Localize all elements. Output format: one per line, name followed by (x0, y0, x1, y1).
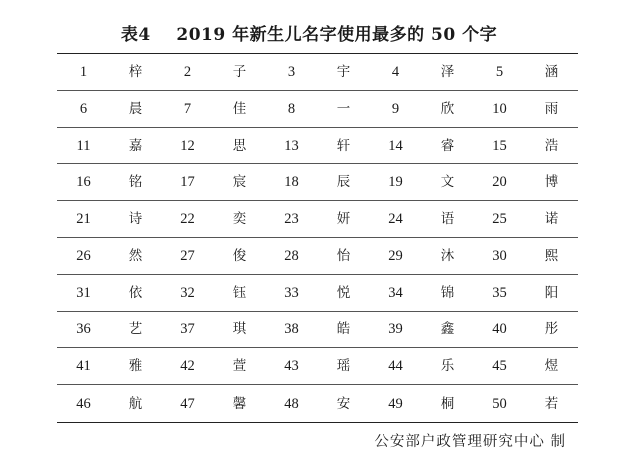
rank-cell: 26 (76, 247, 91, 264)
name-char-cell: 俊 (232, 247, 247, 264)
rank-cell: 40 (492, 321, 507, 338)
name-char-cell: 锦 (440, 284, 455, 301)
table-label: 表4 (120, 25, 151, 45)
table-row (57, 385, 578, 422)
name-char-cell: 泽 (440, 63, 455, 80)
rank-cell: 7 (183, 100, 192, 117)
name-char-cell: 乐 (440, 358, 455, 375)
rank-cell: 25 (492, 211, 507, 228)
name-char-cell: 雨 (544, 100, 559, 117)
name-char-cell: 奕 (232, 211, 247, 228)
name-char-cell: 钰 (232, 284, 247, 301)
name-char-cell: 语 (440, 211, 455, 228)
rank-cell: 5 (495, 63, 504, 80)
name-char-cell: 梓 (128, 63, 143, 80)
table-row (57, 201, 578, 238)
rank-cell: 42 (180, 358, 195, 375)
name-char-cell: 文 (440, 174, 455, 191)
name-char-cell: 萱 (232, 358, 247, 375)
name-char-cell: 然 (128, 247, 143, 264)
rank-cell: 9 (391, 100, 400, 117)
rank-cell: 43 (284, 358, 299, 375)
name-char-cell: 子 (232, 63, 247, 80)
rank-cell: 39 (388, 321, 403, 338)
name-char-cell: 辰 (336, 174, 351, 191)
rank-cell: 36 (76, 321, 91, 338)
rank-cell: 2 (183, 63, 192, 80)
rank-cell: 41 (76, 358, 91, 375)
name-char-cell: 安 (336, 395, 351, 412)
table-row (57, 275, 578, 312)
rank-cell: 12 (180, 137, 195, 154)
rank-cell: 3 (287, 63, 296, 80)
name-char-cell: 铭 (128, 174, 143, 191)
name-char-cell: 妍 (336, 211, 351, 228)
rank-cell: 31 (76, 284, 91, 301)
table-row (57, 91, 578, 128)
rank-cell: 21 (76, 211, 91, 228)
rank-cell: 44 (388, 358, 403, 375)
rank-cell: 45 (492, 358, 507, 375)
name-char-cell: 依 (128, 284, 143, 301)
rank-cell: 50 (492, 395, 507, 412)
rank-cell: 37 (180, 321, 195, 338)
table-row (57, 238, 578, 275)
rank-cell: 17 (180, 174, 195, 191)
rank-cell: 20 (492, 174, 507, 191)
name-char-cell: 瑶 (336, 358, 351, 375)
rank-cell: 28 (284, 247, 299, 264)
rank-cell: 15 (492, 137, 507, 154)
name-char-cell: 琪 (232, 321, 247, 338)
rank-cell: 13 (284, 137, 299, 154)
rank-cell: 32 (180, 284, 195, 301)
table-row (57, 164, 578, 201)
table-title-text: 2019 年新生儿名字使用最多的 50 个字 (176, 25, 498, 45)
name-char-cell: 若 (544, 395, 559, 412)
name-char-cell: 欣 (440, 100, 455, 117)
name-char-cell: 桐 (440, 395, 455, 412)
rank-cell: 16 (76, 174, 91, 191)
name-char-cell: 一 (336, 100, 351, 117)
rank-cell: 46 (76, 395, 91, 412)
source-credit: 公安部户政管理研究中心 制 (374, 434, 566, 450)
names-table (57, 53, 578, 423)
rank-cell: 34 (388, 284, 403, 301)
name-char-cell: 航 (128, 395, 143, 412)
name-char-cell: 艺 (128, 321, 143, 338)
table-row (57, 128, 578, 165)
name-char-cell: 彤 (544, 321, 559, 338)
rank-cell: 24 (388, 211, 403, 228)
rank-cell: 47 (180, 395, 195, 412)
rank-cell: 35 (492, 284, 507, 301)
name-char-cell: 熙 (544, 247, 559, 264)
rank-cell: 19 (388, 174, 403, 191)
rank-cell: 27 (180, 247, 195, 264)
name-char-cell: 嘉 (128, 137, 143, 154)
name-char-cell: 博 (544, 174, 559, 191)
rank-cell: 23 (284, 211, 299, 228)
name-char-cell: 沐 (440, 247, 455, 264)
rank-cell: 14 (388, 137, 403, 154)
name-char-cell: 馨 (232, 395, 247, 412)
name-char-cell: 阳 (544, 284, 559, 301)
rank-cell: 11 (76, 137, 91, 154)
rank-cell: 22 (180, 211, 195, 228)
name-char-cell: 鑫 (440, 321, 455, 338)
rank-cell: 1 (79, 63, 88, 80)
rank-cell: 18 (284, 174, 299, 191)
rank-cell: 30 (492, 247, 507, 264)
rank-cell: 29 (388, 247, 403, 264)
name-char-cell: 悦 (336, 284, 351, 301)
name-char-cell: 宇 (336, 63, 351, 80)
table-title (0, 20, 618, 45)
name-char-cell: 佳 (232, 100, 247, 117)
rank-cell: 4 (391, 63, 400, 80)
name-char-cell: 皓 (336, 321, 351, 338)
name-char-cell: 涵 (544, 63, 559, 80)
name-char-cell: 怡 (336, 247, 351, 264)
name-char-cell: 晨 (128, 100, 143, 117)
rank-cell: 38 (284, 321, 299, 338)
rank-cell: 8 (287, 100, 296, 117)
rank-cell: 48 (284, 395, 299, 412)
name-char-cell: 浩 (544, 137, 559, 154)
table-row (57, 312, 578, 349)
rank-cell: 6 (79, 100, 88, 117)
name-char-cell: 宸 (232, 174, 247, 191)
name-char-cell: 轩 (336, 137, 351, 154)
name-char-cell: 煜 (544, 358, 559, 375)
rank-cell: 10 (492, 100, 507, 117)
name-char-cell: 雅 (128, 358, 143, 375)
name-char-cell: 诗 (128, 211, 143, 228)
rank-cell: 49 (388, 395, 403, 412)
table-row (57, 54, 578, 91)
name-char-cell: 思 (232, 137, 247, 154)
name-char-cell: 诺 (544, 211, 559, 228)
name-char-cell: 睿 (440, 137, 455, 154)
table-row (57, 348, 578, 385)
rank-cell: 33 (284, 284, 299, 301)
